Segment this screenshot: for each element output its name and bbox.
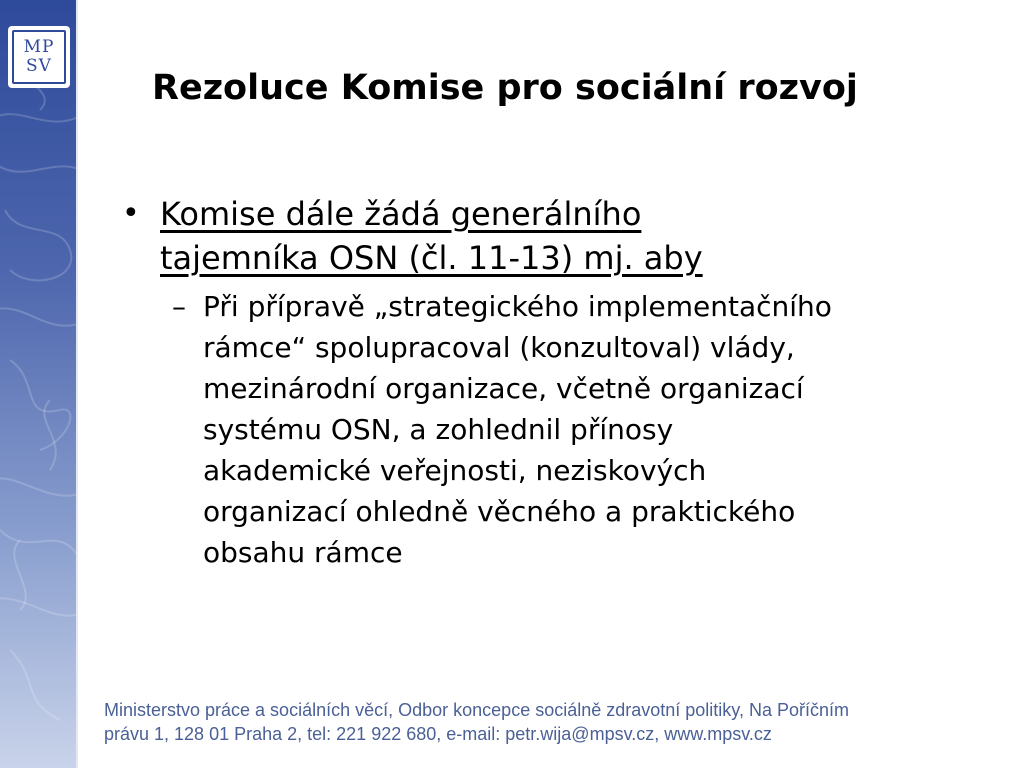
band-pattern bbox=[0, 0, 78, 768]
bullet-text bbox=[160, 192, 860, 280]
bullet-line-2: tajemníka OSN (čl. 11-13) mj. aby bbox=[160, 239, 703, 277]
slide-footer bbox=[104, 698, 984, 746]
sub-bullet-dash: – bbox=[172, 290, 186, 323]
slide-title: Rezoluce Komise pro sociální rozvoj bbox=[152, 68, 858, 108]
sub-line-1: Při přípravě „strategického implementačního bbox=[203, 290, 832, 323]
sub-line-5: akademické veřejnosti, neziskových bbox=[203, 454, 707, 487]
mpsv-logo-mark bbox=[12, 30, 66, 84]
sub-line-4: systému OSN, a zohlednil přínosy bbox=[203, 413, 674, 446]
sub-line-7: obsahu rámce bbox=[203, 536, 403, 569]
band-edge-divider bbox=[76, 0, 78, 768]
sub-bullet-text bbox=[203, 286, 973, 573]
sub-line-6: organizací ohledně věcného a praktického bbox=[203, 495, 796, 528]
bullet-item bbox=[120, 192, 1000, 280]
bullet-dot: • bbox=[122, 196, 140, 231]
sub-bullet-item bbox=[172, 286, 1000, 573]
bullet-line-1: Komise dále žádá generálního bbox=[160, 195, 642, 233]
logo-line-2: SV bbox=[26, 56, 52, 76]
logo-line-1: MP bbox=[23, 37, 55, 57]
sub-line-3: mezinárodní organizace, včetně organizací bbox=[203, 372, 804, 405]
decorative-side-band bbox=[0, 0, 78, 768]
sub-line-2: rámce“ spolupracoval (konzultoval) vlády, bbox=[203, 331, 795, 364]
mpsv-logo bbox=[8, 26, 70, 88]
footer-line-1: Ministerstvo práce a sociálních věcí, Odbor koncepce sociálně zdravotní politiky, Na Poříčním bbox=[104, 700, 849, 720]
footer-line-2: právu 1, 128 01 Praha 2, tel: 221 922 680, e-mail: petr.wija@mpsv.cz, www.mpsv.cz bbox=[104, 724, 772, 744]
slide-body bbox=[120, 192, 1000, 573]
